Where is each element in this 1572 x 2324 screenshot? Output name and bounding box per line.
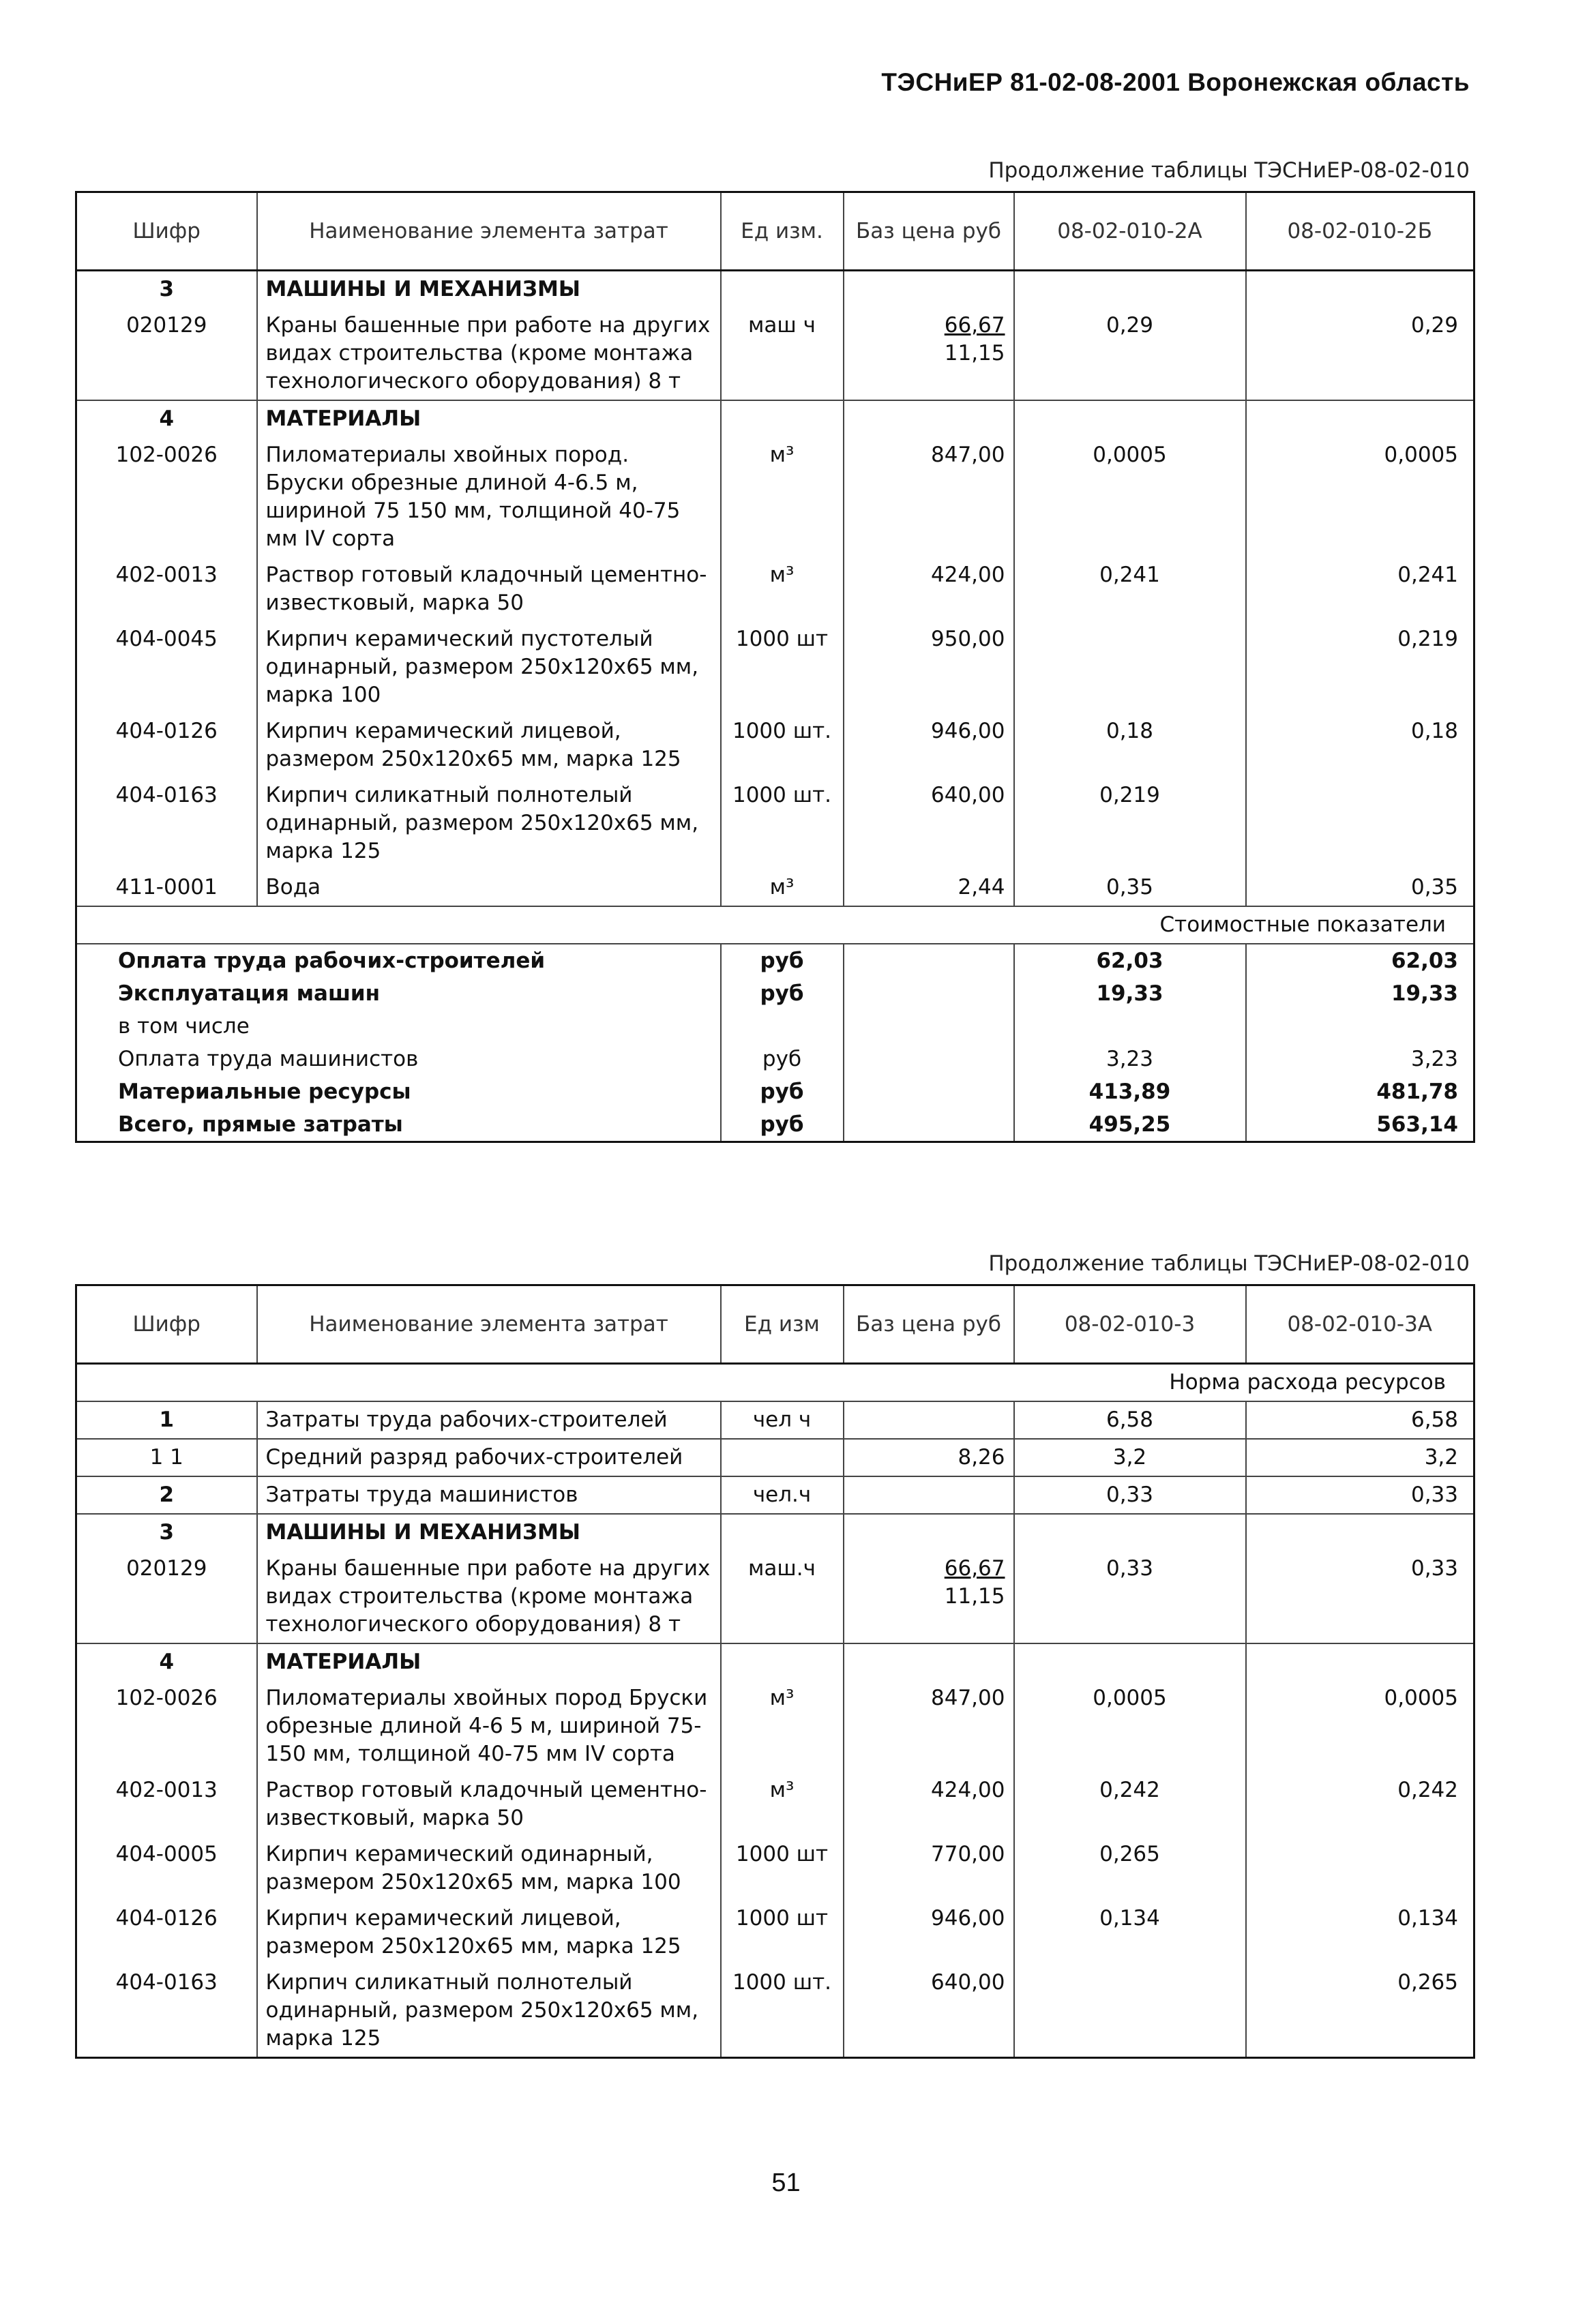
empty-cell: [1246, 1643, 1474, 1680]
col-header-code: Шифр: [76, 192, 257, 271]
summary-unit: руб: [721, 977, 844, 1010]
base-price-value: 640,00: [931, 783, 1005, 807]
resource-unit: м³: [721, 1680, 844, 1772]
col-header-unit: Ед изм.: [721, 192, 844, 271]
base-price: [844, 1551, 1014, 1643]
resource-code: 404-0005: [76, 1836, 257, 1901]
norm-value-a: 0,33: [1014, 1476, 1246, 1514]
empty-cell: [844, 400, 1014, 437]
empty-cell: [844, 1108, 1014, 1142]
resource-code: 402-0013: [76, 557, 257, 621]
table-row: [76, 621, 1474, 713]
norm-value-a: 0,0005: [1014, 1680, 1246, 1772]
table-row: [76, 1680, 1474, 1772]
table2-caption: Продолжение таблицы ТЭСНиЕР-08-02-010: [988, 1251, 1470, 1276]
resource-code: 020129: [76, 308, 257, 400]
section-number: 4: [76, 400, 257, 437]
section-title: МАШИНЫ И МЕХАНИЗМЫ: [257, 1514, 721, 1551]
table2-header-row: [76, 1285, 1474, 1364]
summary-row: [76, 944, 1474, 977]
resource-unit: м³: [721, 557, 844, 621]
norm-value-b: 3,2: [1246, 1439, 1474, 1476]
resource-name: Краны башенные при работе на других видах строительства (кроме монтажа технологического оборудования) 8 т: [257, 1551, 721, 1643]
base-price-value: 424,00: [931, 563, 1005, 587]
norm-value-b: 0,0005: [1246, 1680, 1474, 1772]
summary-value-a: [1014, 1010, 1246, 1043]
summary-unit: руб: [721, 1075, 844, 1108]
col-header-norm-a: 08-02-010-2А: [1014, 192, 1246, 271]
base-price-value: 946,00: [931, 1906, 1005, 1931]
norm-value-a: 0,219: [1014, 777, 1246, 869]
resource-name: Кирпич силикатный полнотелый одинарный, размером 250х120х65 мм, марка 125: [257, 777, 721, 869]
norm-value-a: 0,241: [1014, 557, 1246, 621]
section-row: [76, 1514, 1474, 1551]
base-price: [844, 1901, 1014, 1965]
norm-value-b: [1246, 777, 1474, 869]
resource-code: 1: [76, 1401, 257, 1439]
summary-label: Эксплуатация машин: [76, 977, 721, 1010]
norm-value-a: 0,18: [1014, 713, 1246, 777]
table-row: [76, 713, 1474, 777]
norm-value-a: 0,0005: [1014, 437, 1246, 557]
base-price: [844, 437, 1014, 557]
empty-cell: [1246, 400, 1474, 437]
resource-unit: м³: [721, 437, 844, 557]
summary-row: [76, 977, 1474, 1010]
summary-value-b: 19,33: [1246, 977, 1474, 1010]
summary-value-b: 3,23: [1246, 1043, 1474, 1075]
summary-value-b: [1246, 1010, 1474, 1043]
summary-row: [76, 1010, 1474, 1043]
section-row: [76, 271, 1474, 308]
norm-value-a: [1014, 1965, 1246, 2058]
resource-name: Затраты труда рабочих-строителей: [257, 1401, 721, 1439]
resource-code: 402-0013: [76, 1772, 257, 1836]
summary-row: [76, 1075, 1474, 1108]
resource-unit: маш.ч: [721, 1551, 844, 1643]
resource-code: 102-0026: [76, 437, 257, 557]
table2-body: [76, 1364, 1474, 2058]
resource-name: Раствор готовый кладочный цементно-известковый, марка 50: [257, 557, 721, 621]
base-price: [844, 1965, 1014, 2058]
base-price-value: 66,67: [944, 1556, 1005, 1581]
empty-cell: [844, 977, 1014, 1010]
base-price: [844, 713, 1014, 777]
base-price-value: 424,00: [931, 1778, 1005, 1802]
summary-label: Оплата труда рабочих-строителей: [76, 944, 721, 977]
col-header-norm-b: 08-02-010-3А: [1246, 1285, 1474, 1364]
empty-cell: [844, 944, 1014, 977]
resource-name: Кирпич керамический лицевой, размером 250х120х65 мм, марка 125: [257, 1901, 721, 1965]
table-row: [76, 437, 1474, 557]
summary-value-a: 413,89: [1014, 1075, 1246, 1108]
base-price: [844, 1439, 1014, 1476]
table-row: [76, 1772, 1474, 1836]
summary-value-b: 563,14: [1246, 1108, 1474, 1142]
empty-cell: [721, 400, 844, 437]
norm-value-b: 0,134: [1246, 1901, 1474, 1965]
empty-cell: [721, 1643, 844, 1680]
resource-code: 1 1: [76, 1439, 257, 1476]
base-price: [844, 1476, 1014, 1514]
base-price-value: 847,00: [931, 1686, 1005, 1710]
base-price-wage-value: 11,15: [944, 341, 1005, 366]
summary-unit: руб: [721, 1108, 844, 1142]
cost-band-row: [76, 906, 1474, 944]
page-number: 51: [771, 2169, 801, 2197]
summary-value-a: 62,03: [1014, 944, 1246, 977]
table-row: [76, 1836, 1474, 1901]
section-number: 4: [76, 1643, 257, 1680]
table-row: [76, 1965, 1474, 2058]
resource-name: Затраты труда машинистов: [257, 1476, 721, 1514]
resource-unit: м³: [721, 1772, 844, 1836]
base-price: [844, 308, 1014, 400]
norm-value-a: 0,35: [1014, 869, 1246, 906]
base-price-value: 8,26: [958, 1445, 1005, 1470]
table-row: [76, 308, 1474, 400]
resource-code: 404-0045: [76, 621, 257, 713]
summary-label: Материальные ресурсы: [76, 1075, 721, 1108]
empty-cell: [1246, 271, 1474, 308]
empty-cell: [1014, 1643, 1246, 1680]
table-row: [76, 1901, 1474, 1965]
resource-name: Пиломатериалы хвойных пород. Бруски обрезные длиной 4-6.5 м, шириной 75 150 мм, толщиной 40-75 мм IV сорта: [257, 437, 721, 557]
summary-label: в том числе: [76, 1010, 721, 1043]
base-price-value: 66,67: [944, 313, 1005, 338]
resource-name: Кирпич керамический лицевой, размером 250х120х65 мм, марка 125: [257, 713, 721, 777]
empty-cell: [1014, 1514, 1246, 1551]
table-row: [76, 1551, 1474, 1643]
resource-code: 404-0126: [76, 1901, 257, 1965]
norm-value-b: 0,265: [1246, 1965, 1474, 2058]
resource-unit: 1000 шт: [721, 621, 844, 713]
summary-unit: руб: [721, 944, 844, 977]
resource-unit: м³: [721, 869, 844, 906]
summary-value-b: 481,78: [1246, 1075, 1474, 1108]
table1: [75, 191, 1475, 1143]
table-row: [76, 777, 1474, 869]
resource-code: 2: [76, 1476, 257, 1514]
page-header-title: ТЭСНиЕР 81-02-08-2001 Воронежская область: [881, 68, 1470, 96]
norm-value-b: 0,242: [1246, 1772, 1474, 1836]
summary-unit: руб: [721, 1043, 844, 1075]
resource-unit: маш ч: [721, 308, 844, 400]
resource-unit: чел ч: [721, 1401, 844, 1439]
base-price: [844, 1401, 1014, 1439]
norm-value-a: 0,29: [1014, 308, 1246, 400]
norm-band-row: [76, 1364, 1474, 1402]
summary-row: [76, 1108, 1474, 1142]
resource-code: 102-0026: [76, 1680, 257, 1772]
col-header-name: Наименование элемента затрат: [257, 192, 721, 271]
empty-cell: [1014, 400, 1246, 437]
empty-cell: [844, 1043, 1014, 1075]
resource-code: 404-0126: [76, 713, 257, 777]
base-price: [844, 1680, 1014, 1772]
base-price: [844, 869, 1014, 906]
resource-name: Краны башенные при работе на других видах строительства (кроме монтажа технологического оборудования) 8 т: [257, 308, 721, 400]
summary-row: [76, 1043, 1474, 1075]
empty-cell: [721, 271, 844, 308]
resource-name: Кирпич силикатный полнотелый одинарный, размером 250х120х65 мм, марка 125: [257, 1965, 721, 2058]
norm-value-b: 0,18: [1246, 713, 1474, 777]
summary-unit: [721, 1010, 844, 1043]
norm-value-b: 0,29: [1246, 308, 1474, 400]
section-title: МАТЕРИАЛЫ: [257, 1643, 721, 1680]
empty-cell: [844, 1075, 1014, 1108]
base-price-value: 847,00: [931, 443, 1005, 467]
col-header-name: Наименование элемента затрат: [257, 1285, 721, 1364]
norm-value-a: 3,2: [1014, 1439, 1246, 1476]
norm-value-a: 0,33: [1014, 1551, 1246, 1643]
resource-unit: чел.ч: [721, 1476, 844, 1514]
empty-cell: [844, 1643, 1014, 1680]
base-price-value: 770,00: [931, 1842, 1005, 1866]
empty-cell: [844, 271, 1014, 308]
resource-code: 404-0163: [76, 777, 257, 869]
resource-code: 020129: [76, 1551, 257, 1643]
section-title: МАШИНЫ И МЕХАНИЗМЫ: [257, 271, 721, 308]
band-label: Стоимостные показатели: [76, 906, 1474, 944]
norm-value-b: 0,33: [1246, 1551, 1474, 1643]
empty-cell: [844, 1010, 1014, 1043]
resource-name: Кирпич керамический пустотелый одинарный, размером 250х120х65 мм, марка 100: [257, 621, 721, 713]
norm-value-b: 0,219: [1246, 621, 1474, 713]
base-price-value: 2,44: [958, 875, 1005, 899]
base-price: [844, 1772, 1014, 1836]
resource-code: 404-0163: [76, 1965, 257, 2058]
summary-value-b: 62,03: [1246, 944, 1474, 977]
base-price: [844, 621, 1014, 713]
band-label: Норма расхода ресурсов: [76, 1364, 1474, 1402]
table-row: [76, 869, 1474, 906]
summary-value-a: 19,33: [1014, 977, 1246, 1010]
summary-label: Оплата труда машинистов: [76, 1043, 721, 1075]
resource-code: 411-0001: [76, 869, 257, 906]
section-title: МАТЕРИАЛЫ: [257, 400, 721, 437]
table2: [75, 1284, 1475, 2059]
norm-value-b: 0,35: [1246, 869, 1474, 906]
table-row: [76, 1401, 1474, 1439]
resource-name: Кирпич керамический одинарный, размером 250х120х65 мм, марка 100: [257, 1836, 721, 1901]
norm-value-a: 0,265: [1014, 1836, 1246, 1901]
resource-name: Раствор готовый кладочный цементно-известковый, марка 50: [257, 1772, 721, 1836]
resource-unit: 1000 шт: [721, 1836, 844, 1901]
empty-cell: [1246, 1514, 1474, 1551]
norm-value-b: 0,33: [1246, 1476, 1474, 1514]
table-row: [76, 1476, 1474, 1514]
section-row: [76, 1643, 1474, 1680]
resource-name: Вода: [257, 869, 721, 906]
resource-unit: 1000 шт: [721, 1901, 844, 1965]
norm-value-a: 0,242: [1014, 1772, 1246, 1836]
norm-value-b: 6,58: [1246, 1401, 1474, 1439]
base-price: [844, 1836, 1014, 1901]
table-row: [76, 1439, 1474, 1476]
resource-name: Пиломатериалы хвойных пород Бруски обрезные длиной 4-6 5 м, шириной 75-150 мм, толщиной 40-75 мм IV сорта: [257, 1680, 721, 1772]
resource-unit: [721, 1439, 844, 1476]
base-price-value: 946,00: [931, 719, 1005, 743]
base-price-value: 950,00: [931, 627, 1005, 651]
base-price-wage-value: 11,15: [944, 1584, 1005, 1609]
base-price: [844, 557, 1014, 621]
resource-unit: 1000 шт.: [721, 713, 844, 777]
summary-value-a: 495,25: [1014, 1108, 1246, 1142]
norm-value-b: 0,241: [1246, 557, 1474, 621]
col-header-norm-b: 08-02-010-2Б: [1246, 192, 1474, 271]
section-number: 3: [76, 271, 257, 308]
empty-cell: [721, 1514, 844, 1551]
section-number: 3: [76, 1514, 257, 1551]
summary-value-a: 3,23: [1014, 1043, 1246, 1075]
base-price-value: 640,00: [931, 1970, 1005, 1995]
col-header-norm-a: 08-02-010-3: [1014, 1285, 1246, 1364]
col-header-price: Баз цена руб: [844, 1285, 1014, 1364]
col-header-code: Шифр: [76, 1285, 257, 1364]
table1-body: [76, 271, 1474, 1142]
section-row: [76, 400, 1474, 437]
norm-value-b: 0,0005: [1246, 437, 1474, 557]
norm-value-a: 0,134: [1014, 1901, 1246, 1965]
resource-name: Средний разряд рабочих-строителей: [257, 1439, 721, 1476]
table-row: [76, 557, 1474, 621]
empty-cell: [1014, 271, 1246, 308]
base-price: [844, 777, 1014, 869]
empty-cell: [844, 1514, 1014, 1551]
resource-unit: 1000 шт.: [721, 777, 844, 869]
resource-unit: 1000 шт.: [721, 1965, 844, 2058]
norm-value-b: [1246, 1836, 1474, 1901]
col-header-unit: Ед изм: [721, 1285, 844, 1364]
norm-value-a: [1014, 621, 1246, 713]
col-header-price: Баз цена руб: [844, 192, 1014, 271]
table1-header-row: [76, 192, 1474, 271]
summary-label: Всего, прямые затраты: [76, 1108, 721, 1142]
table1-caption: Продолжение таблицы ТЭСНиЕР-08-02-010: [988, 158, 1470, 183]
norm-value-a: 6,58: [1014, 1401, 1246, 1439]
